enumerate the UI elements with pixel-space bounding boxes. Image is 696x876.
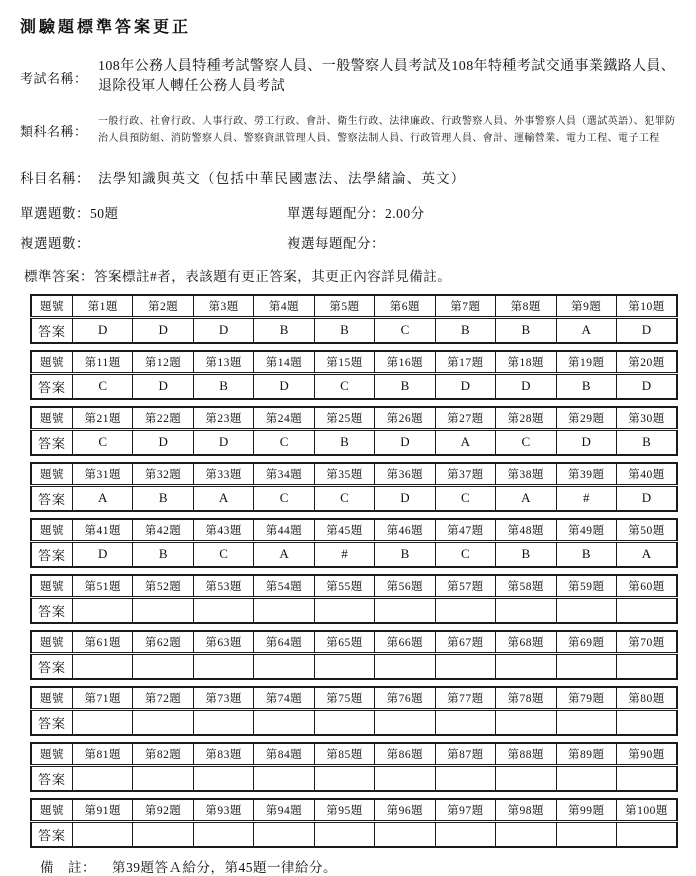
answer-cell: A [616, 541, 677, 567]
question-number-row [31, 631, 677, 654]
question-number-cell: 第13題 [193, 351, 253, 374]
row-header-question: 題號 [31, 631, 73, 654]
answer-cell: C [375, 317, 435, 343]
question-number-cell: 第20題 [616, 351, 677, 374]
answer-cell [496, 821, 556, 847]
answer-cell: B [314, 317, 374, 343]
answer-cell: B [616, 429, 677, 455]
row-header-answer: 答案 [31, 485, 73, 511]
question-number-cell: 第84題 [254, 743, 314, 766]
question-number-cell: 第38題 [496, 463, 556, 486]
question-number-cell: 第89題 [556, 743, 616, 766]
question-number-cell: 第78題 [496, 687, 556, 710]
subject-name-row [20, 167, 684, 187]
question-number-row [31, 295, 677, 318]
question-number-cell: 第3題 [193, 295, 253, 318]
answer-cell: D [616, 373, 677, 399]
answer-cell [314, 653, 374, 679]
single-score [287, 202, 684, 222]
row-header-question: 題號 [31, 351, 73, 374]
question-number-cell: 第69題 [556, 631, 616, 654]
answer-row [31, 485, 677, 511]
answer-cell: # [556, 485, 616, 511]
multi-score-label: 複選每題配分： [287, 235, 385, 251]
question-number-cell: 第51題 [73, 575, 133, 598]
question-number-cell: 第73題 [193, 687, 253, 710]
subject-name-label: 科目名稱： [20, 170, 90, 186]
question-number-cell: 第40題 [616, 463, 677, 486]
page-title: 測驗題標準答案更正 [20, 19, 192, 36]
question-number-cell: 第47題 [435, 519, 495, 542]
answer-cell: C [435, 485, 495, 511]
category-name-row [20, 113, 684, 148]
answer-cell [616, 709, 677, 735]
question-stats [20, 202, 684, 252]
question-number-cell: 第74題 [254, 687, 314, 710]
answer-cell: D [556, 429, 616, 455]
question-number-cell: 第52題 [133, 575, 193, 598]
exam-name-value: 108年公務人員特種考試警察人員、一般警察人員考試及108年特種考試交通事業鐵路人員、退除役軍人轉任公務人員考試 [98, 59, 676, 95]
answer-cell [496, 597, 556, 623]
answer-cell [133, 597, 193, 623]
answer-cell [435, 765, 495, 791]
question-number-cell: 第70題 [616, 631, 677, 654]
question-number-cell: 第65題 [314, 631, 374, 654]
remark-row [40, 856, 684, 876]
question-number-cell: 第30題 [616, 407, 677, 430]
question-number-cell: 第12題 [133, 351, 193, 374]
question-number-cell: 第49題 [556, 519, 616, 542]
question-number-cell: 第96題 [375, 799, 435, 822]
question-number-cell: 第58題 [496, 575, 556, 598]
question-number-cell: 第10題 [616, 295, 677, 318]
answer-table-block [30, 742, 678, 792]
question-number-cell: 第4題 [254, 295, 314, 318]
question-number-cell: 第11題 [73, 351, 133, 374]
answer-cell [133, 821, 193, 847]
question-number-cell: 第26題 [375, 407, 435, 430]
question-number-cell: 第59題 [556, 575, 616, 598]
answer-cell: A [254, 541, 314, 567]
answer-cell [616, 765, 677, 791]
answer-cell: C [435, 541, 495, 567]
answer-row [31, 373, 677, 399]
answer-cell [375, 821, 435, 847]
answer-cell [375, 765, 435, 791]
answer-cell [193, 597, 253, 623]
question-number-cell: 第77題 [435, 687, 495, 710]
single-score-value: 2.00分 [385, 205, 425, 221]
question-number-cell: 第83題 [193, 743, 253, 766]
answer-cell [254, 765, 314, 791]
row-header-question: 題號 [31, 463, 73, 486]
question-number-cell: 第90題 [616, 743, 677, 766]
answer-cell: C [73, 429, 133, 455]
question-number-cell: 第35題 [314, 463, 374, 486]
remark-text: 第39題答Ａ給分，第45題一律給分。 [112, 859, 337, 875]
row-header-answer: 答案 [31, 541, 73, 567]
answer-cell [73, 709, 133, 735]
question-number-cell: 第17題 [435, 351, 495, 374]
answer-cell: D [133, 317, 193, 343]
answer-cell [133, 653, 193, 679]
multi-count [20, 232, 287, 252]
question-number-cell: 第8題 [496, 295, 556, 318]
row-header-answer: 答案 [31, 765, 73, 791]
row-header-question: 題號 [31, 799, 73, 822]
answer-cell: B [254, 317, 314, 343]
question-number-cell: 第25題 [314, 407, 374, 430]
answer-row [31, 765, 677, 791]
answer-table-block [30, 462, 678, 512]
answer-cell [435, 597, 495, 623]
question-number-cell: 第76題 [375, 687, 435, 710]
single-score-label: 單選每題配分： [287, 205, 385, 221]
answer-table-block [30, 574, 678, 624]
answer-cell: C [314, 485, 374, 511]
answer-cell [254, 821, 314, 847]
question-number-cell: 第93題 [193, 799, 253, 822]
answer-cell: A [73, 485, 133, 511]
answer-cell [435, 653, 495, 679]
question-number-cell: 第37題 [435, 463, 495, 486]
question-number-cell: 第9題 [556, 295, 616, 318]
answer-cell [556, 597, 616, 623]
answer-cell: B [435, 317, 495, 343]
answer-cell [73, 765, 133, 791]
standard-answer-note: 標準答案：答案標註#者，表該題有更正答案，其更正內容詳見備註。 [24, 268, 452, 284]
question-number-cell: 第64題 [254, 631, 314, 654]
row-header-question: 題號 [31, 407, 73, 430]
answer-cell: B [375, 373, 435, 399]
question-number-cell: 第66題 [375, 631, 435, 654]
single-count-label: 單選題數： [20, 205, 90, 221]
answer-cell [435, 821, 495, 847]
question-number-cell: 第79題 [556, 687, 616, 710]
question-number-cell: 第80題 [616, 687, 677, 710]
question-number-cell: 第85題 [314, 743, 374, 766]
answer-cell [496, 709, 556, 735]
answer-cell [556, 709, 616, 735]
question-number-cell: 第50題 [616, 519, 677, 542]
answer-cell [73, 597, 133, 623]
question-number-row [31, 463, 677, 486]
answer-cell: C [254, 485, 314, 511]
answer-cell: D [616, 485, 677, 511]
question-number-cell: 第60題 [616, 575, 677, 598]
row-header-answer: 答案 [31, 653, 73, 679]
answer-cell: C [496, 429, 556, 455]
answer-cell: D [496, 373, 556, 399]
single-count [20, 202, 287, 222]
remark-label: 備 註： [40, 859, 96, 875]
answer-cell [193, 709, 253, 735]
question-number-cell: 第99題 [556, 799, 616, 822]
question-number-row [31, 351, 677, 374]
answer-cell [314, 765, 374, 791]
answer-cell: B [193, 373, 253, 399]
question-number-cell: 第15題 [314, 351, 374, 374]
question-number-cell: 第14題 [254, 351, 314, 374]
question-number-cell: 第28題 [496, 407, 556, 430]
question-number-cell: 第86題 [375, 743, 435, 766]
answer-cell: D [193, 317, 253, 343]
question-number-cell: 第22題 [133, 407, 193, 430]
question-number-cell: 第5題 [314, 295, 374, 318]
answer-cell [616, 821, 677, 847]
answer-cell [556, 765, 616, 791]
question-number-cell: 第48題 [496, 519, 556, 542]
answer-cell [375, 709, 435, 735]
answer-cell [133, 709, 193, 735]
answer-table-block [30, 518, 678, 568]
answer-cell [556, 821, 616, 847]
question-number-cell: 第68題 [496, 631, 556, 654]
question-number-cell: 第27題 [435, 407, 495, 430]
answer-cell [496, 765, 556, 791]
answer-row [31, 821, 677, 847]
answer-cell: B [314, 429, 374, 455]
answer-row [31, 429, 677, 455]
answer-cell: A [556, 317, 616, 343]
answer-cell [375, 597, 435, 623]
question-number-cell: 第82題 [133, 743, 193, 766]
answer-cell: B [556, 541, 616, 567]
question-number-cell: 第31題 [73, 463, 133, 486]
answer-table-block [30, 798, 678, 848]
answer-cell [556, 653, 616, 679]
answer-tables [14, 294, 684, 848]
answer-cell: A [435, 429, 495, 455]
question-number-cell: 第43題 [193, 519, 253, 542]
answer-cell [314, 709, 374, 735]
answer-row [31, 597, 677, 623]
row-header-answer: 答案 [31, 317, 73, 343]
question-number-cell: 第55題 [314, 575, 374, 598]
row-header-question: 題號 [31, 295, 73, 318]
answer-cell [193, 765, 253, 791]
row-header-answer: 答案 [31, 821, 73, 847]
answer-cell [73, 821, 133, 847]
row-header-question: 題號 [31, 743, 73, 766]
answer-cell [616, 597, 677, 623]
question-number-cell: 第72題 [133, 687, 193, 710]
answer-cell: B [496, 541, 556, 567]
answer-table-block [30, 630, 678, 680]
answer-cell: D [254, 373, 314, 399]
answer-cell: D [133, 373, 193, 399]
question-number-row [31, 519, 677, 542]
multi-count-label: 複選題數： [20, 235, 90, 251]
answer-cell [314, 821, 374, 847]
question-number-cell: 第92題 [133, 799, 193, 822]
question-number-row [31, 743, 677, 766]
row-header-answer: 答案 [31, 429, 73, 455]
answer-cell: B [133, 541, 193, 567]
answer-cell [133, 765, 193, 791]
question-number-cell: 第94題 [254, 799, 314, 822]
answer-cell: C [193, 541, 253, 567]
question-number-cell: 第2題 [133, 295, 193, 318]
answer-cell: C [314, 373, 374, 399]
question-number-cell: 第45題 [314, 519, 374, 542]
question-number-cell: 第95題 [314, 799, 374, 822]
question-number-cell: 第18題 [496, 351, 556, 374]
answer-cell: C [254, 429, 314, 455]
row-header-answer: 答案 [31, 709, 73, 735]
answer-cell: D [193, 429, 253, 455]
exam-name-row [20, 57, 684, 98]
question-number-cell: 第54題 [254, 575, 314, 598]
answer-cell [616, 653, 677, 679]
answer-cell [254, 653, 314, 679]
question-number-cell: 第6題 [375, 295, 435, 318]
row-header-question: 題號 [31, 687, 73, 710]
question-number-cell: 第71題 [73, 687, 133, 710]
question-number-cell: 第61題 [73, 631, 133, 654]
answer-cell [193, 653, 253, 679]
question-number-cell: 第36題 [375, 463, 435, 486]
question-number-cell: 第29題 [556, 407, 616, 430]
row-header-answer: 答案 [31, 373, 73, 399]
question-number-cell: 第62題 [133, 631, 193, 654]
answer-cell [254, 709, 314, 735]
question-number-cell: 第32題 [133, 463, 193, 486]
question-number-row [31, 799, 677, 822]
exam-name-label: 考試名稱： [20, 70, 88, 86]
question-number-cell: 第23題 [193, 407, 253, 430]
question-number-cell: 第56題 [375, 575, 435, 598]
question-number-cell: 第21題 [73, 407, 133, 430]
category-name-label: 類科名稱： [20, 123, 88, 139]
answer-cell: D [73, 541, 133, 567]
multi-score [287, 232, 684, 252]
question-number-row [31, 687, 677, 710]
question-number-cell: 第16題 [375, 351, 435, 374]
answer-cell: # [314, 541, 374, 567]
question-number-cell: 第24題 [254, 407, 314, 430]
question-number-cell: 第67題 [435, 631, 495, 654]
single-count-value: 50題 [90, 205, 119, 221]
subject-name-value: 法學知識與英文（包括中華民國憲法、法學緒論、英文） [98, 170, 466, 186]
answer-cell: B [375, 541, 435, 567]
answer-cell [435, 709, 495, 735]
answer-row [31, 709, 677, 735]
answer-cell: D [375, 485, 435, 511]
question-number-cell: 第7題 [435, 295, 495, 318]
answer-cell [254, 597, 314, 623]
question-number-cell: 第81題 [73, 743, 133, 766]
question-number-cell: 第53題 [193, 575, 253, 598]
question-number-row [31, 575, 677, 598]
row-header-question: 題號 [31, 575, 73, 598]
answer-cell: A [193, 485, 253, 511]
question-number-cell: 第75題 [314, 687, 374, 710]
question-number-cell: 第97題 [435, 799, 495, 822]
question-number-cell: 第42題 [133, 519, 193, 542]
answer-row [31, 653, 677, 679]
question-number-cell: 第100題 [616, 799, 677, 822]
answer-cell [496, 653, 556, 679]
answer-row [31, 317, 677, 343]
answer-cell [73, 653, 133, 679]
answer-cell [314, 597, 374, 623]
answer-cell: D [73, 317, 133, 343]
row-header-answer: 答案 [31, 597, 73, 623]
question-number-cell: 第88題 [496, 743, 556, 766]
question-number-cell: 第39題 [556, 463, 616, 486]
answer-cell: C [73, 373, 133, 399]
answer-cell: B [496, 317, 556, 343]
answer-row [31, 541, 677, 567]
answer-cell: D [375, 429, 435, 455]
question-number-cell: 第63題 [193, 631, 253, 654]
question-number-cell: 第91題 [73, 799, 133, 822]
question-number-cell: 第41題 [73, 519, 133, 542]
answer-cell [375, 653, 435, 679]
answer-cell: D [616, 317, 677, 343]
answer-cell [193, 821, 253, 847]
question-number-cell: 第44題 [254, 519, 314, 542]
question-number-cell: 第57題 [435, 575, 495, 598]
question-number-cell: 第1題 [73, 295, 133, 318]
answer-table-block [30, 406, 678, 456]
answer-cell: B [133, 485, 193, 511]
answer-cell: D [435, 373, 495, 399]
question-number-cell: 第19題 [556, 351, 616, 374]
question-number-cell: 第98題 [496, 799, 556, 822]
answer-table-block [30, 686, 678, 736]
answer-cell: D [133, 429, 193, 455]
answer-table-block [30, 350, 678, 400]
answer-cell: B [556, 373, 616, 399]
answer-cell: A [496, 485, 556, 511]
question-number-cell: 第46題 [375, 519, 435, 542]
question-number-cell: 第34題 [254, 463, 314, 486]
answer-table-block [30, 294, 678, 344]
category-name-value: 一般行政、社會行政、人事行政、勞工行政、會計、衛生行政、法律廉政、行政警察人員、外事警察人員（選試英語）、犯罪防治人員預防組、消防警察人員、警察資訊管理人員、警察法制人員、行政管理人員、會計、運輸營業、電力工程、電子工程 [98, 115, 676, 145]
row-header-question: 題號 [31, 519, 73, 542]
question-number-cell: 第33題 [193, 463, 253, 486]
question-number-cell: 第87題 [435, 743, 495, 766]
question-number-row [31, 407, 677, 430]
